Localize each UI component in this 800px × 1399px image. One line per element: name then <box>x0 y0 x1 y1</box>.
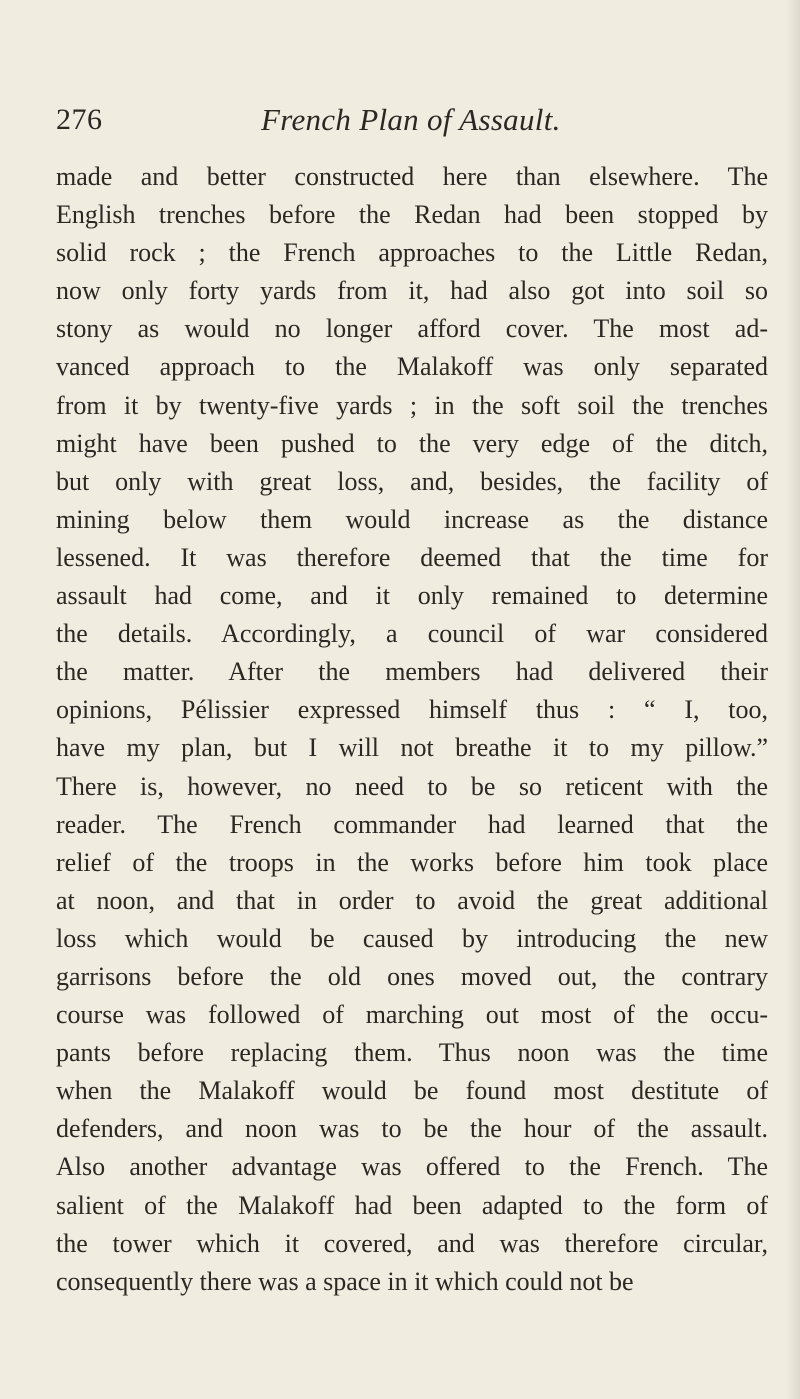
text-line: mining below them would increase as the distance <box>56 504 768 534</box>
text-line: defenders, and noon was to be the hour of the assault. <box>56 1114 768 1144</box>
body-text <box>56 158 768 1301</box>
text-line: vanced approach to the Malakoff was only separated <box>56 352 768 382</box>
text-line: course was followed of marching out most of the occu- <box>56 1000 768 1030</box>
text-line: pants before replacing them. Thus noon was the time <box>56 1038 768 1068</box>
text-line: Also another advantage was offered to the French. The <box>56 1152 768 1182</box>
running-title: French Plan of Assault. <box>261 102 561 137</box>
text-line: lessened. It was therefore deemed that the time for <box>56 542 768 572</box>
text-line: the tower which it covered, and was therefore circular, <box>56 1228 768 1258</box>
text-line: relief of the troops in the works before him took place <box>56 847 768 877</box>
text-line: the details. Accordingly, a council of war considered <box>56 619 768 649</box>
text-line: assault had come, and it only remained to determine <box>56 581 768 611</box>
text-line: There is, however, no need to be so reticent with the <box>56 771 768 801</box>
page-header <box>56 100 776 150</box>
text-line: solid rock ; the French approaches to the Little Redan, <box>56 238 768 268</box>
text-line: now only forty yards from it, had also got into soil so <box>56 276 768 306</box>
text-line: consequently there was a space in it which could not be <box>56 1266 634 1296</box>
page-edge-shadow <box>786 0 800 1399</box>
page-number: 276 <box>56 103 103 136</box>
text-line: salient of the Malakoff had been adapted to the form of <box>56 1190 768 1220</box>
text-line: garrisons before the old ones moved out, the contrary <box>56 961 768 991</box>
text-line: made and better constructed here than elsewhere. The <box>56 162 768 191</box>
text-line: have my plan, but I will not breathe it to my pillow.” <box>56 733 768 763</box>
text-line: the matter. After the members had delivered their <box>56 657 768 687</box>
text-line: reader. The French commander had learned that the <box>56 809 768 839</box>
text-line: might have been pushed to the very edge of the ditch, <box>56 428 768 458</box>
text-line: when the Malakoff would be found most destitute of <box>56 1076 768 1106</box>
text-line: from it by twenty-five yards ; in the soft soil the trenches <box>56 390 768 420</box>
text-line: opinions, Pélissier expressed himself thus : “ I, too, <box>56 695 768 725</box>
text-line: English trenches before the Redan had been stopped by <box>56 200 768 230</box>
text-line: stony as would no longer afford cover. The most ad- <box>56 314 768 344</box>
text-line: but only with great loss, and, besides, the facility of <box>56 466 768 496</box>
text-line: at noon, and that in order to avoid the great additional <box>56 885 768 915</box>
text-line: loss which would be caused by introducing the new <box>56 923 768 953</box>
